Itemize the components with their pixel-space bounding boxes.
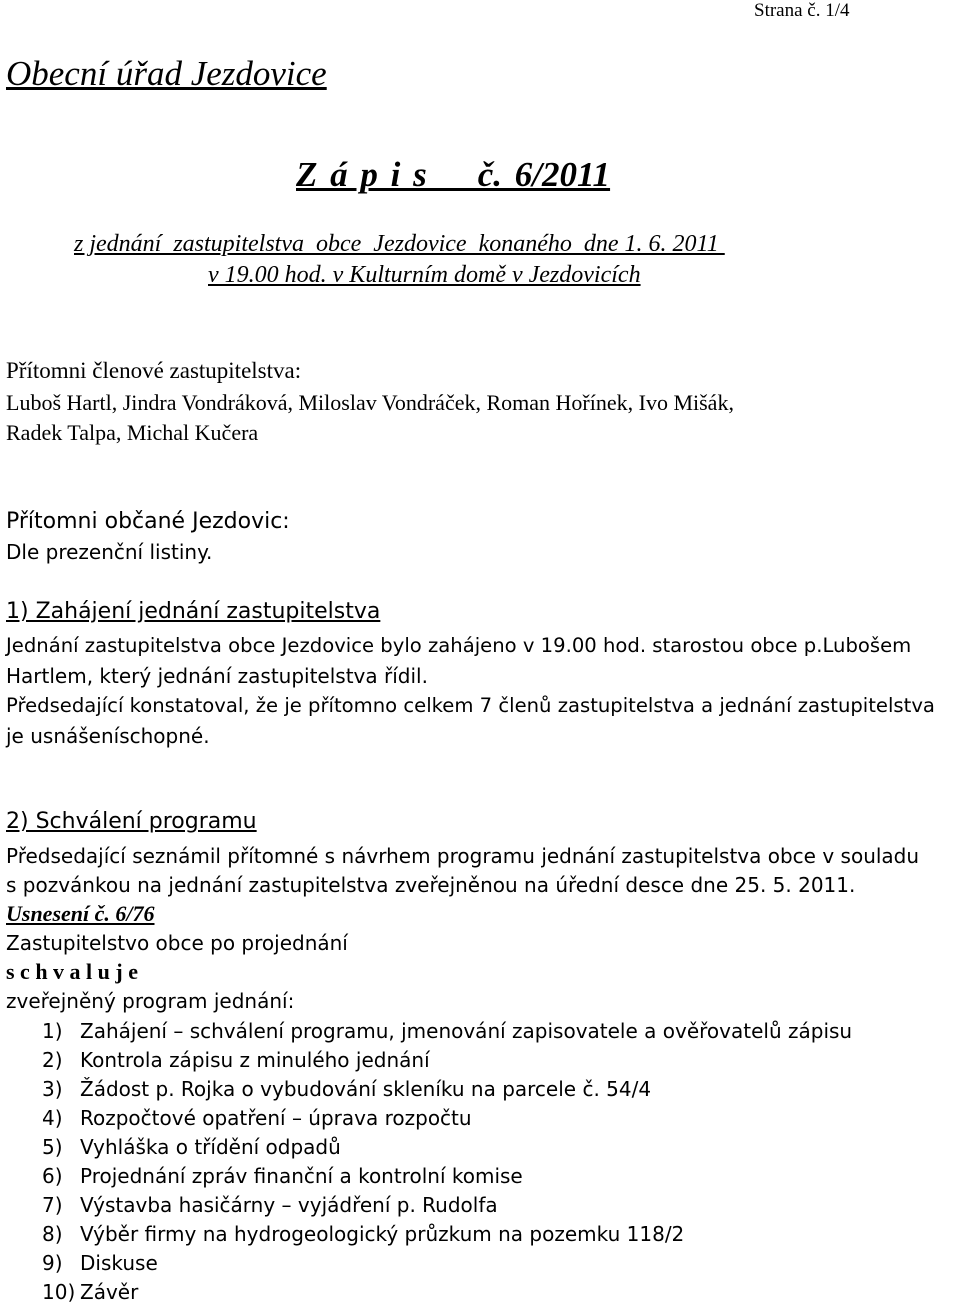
program-item-number: 4) bbox=[42, 1106, 63, 1130]
program-item-text: Vyhláška o třídění odpadů bbox=[80, 1135, 341, 1159]
program-item bbox=[0, 1191, 960, 1219]
section-1-line-3: Předsedající konstatoval, že je přítomno celkem 7 členů zastupitelstva a jednání zastupitelstva bbox=[6, 694, 935, 717]
office-title: Obecní úřad Jezdovice bbox=[6, 54, 327, 93]
program-item bbox=[0, 1133, 960, 1161]
program-item bbox=[0, 1104, 960, 1132]
section-1-line-1: Jednání zastupitelstva obce Jezdovice bylo zahájeno v 19.00 hod. starostou obce p.Lubošem bbox=[6, 634, 912, 657]
page-number: Strana č. 1/4 bbox=[754, 0, 850, 21]
program-item bbox=[0, 1249, 960, 1277]
program-item bbox=[0, 1075, 960, 1103]
program-item-number: 10) bbox=[42, 1280, 76, 1304]
program-item-number: 8) bbox=[42, 1222, 63, 1246]
subtitle-line-2: v 19.00 hod. v Kulturním domě v Jezdovicích bbox=[208, 262, 641, 288]
section-1-heading: 1) Zahájení jednání zastupitelstva bbox=[6, 599, 381, 624]
program-item-text: Projednání zpráv finanční a kontrolní komise bbox=[80, 1164, 523, 1188]
program-intro: zveřejněný program jednání: bbox=[6, 989, 295, 1013]
section-1-line-2: Hartlem, který jednání zastupitelstva řídil. bbox=[6, 664, 428, 688]
section-2-heading: 2) Schválení programu bbox=[6, 809, 257, 834]
program-item-text: Diskuse bbox=[80, 1251, 158, 1275]
program-item-text: Žádost p. Rojka o vybudování skleníku na parcele č. 54/4 bbox=[80, 1077, 652, 1101]
section-2-line-1: Předsedající seznámil přítomné s návrhem programu jednání zastupitelstva obce v souladu bbox=[6, 844, 920, 868]
council-text: Zastupitelstvo obce po projednání bbox=[6, 931, 348, 955]
program-item-text: Výběr firmy na hydrogeologický průzkum na pozemku 118/2 bbox=[80, 1222, 685, 1246]
approves-text: s c h v a l u j e bbox=[6, 959, 138, 984]
program-item-text: Výstavba hasičárny – vyjádření p. Rudolfa bbox=[80, 1193, 498, 1217]
program-item-text: Rozpočtové opatření – úprava rozpočtu bbox=[80, 1106, 472, 1130]
members-heading: Přítomni členové zastupitelstva: bbox=[6, 358, 302, 383]
program-item-text: Zahájení – schválení programu, jmenování zapisovatele a ověřovatelů zápisu bbox=[80, 1019, 853, 1043]
program-item bbox=[0, 1017, 960, 1045]
document-title: Z á p i s č. 6/2011 bbox=[296, 155, 611, 194]
program-item-number: 2) bbox=[42, 1048, 63, 1072]
program-item-text: Závěr bbox=[80, 1280, 139, 1304]
section-1-line-4: je usnášeníschopné. bbox=[6, 724, 210, 748]
program-item-number: 9) bbox=[42, 1251, 63, 1275]
program-item bbox=[0, 1162, 960, 1190]
members-line-2: Radek Talpa, Michal Kučera bbox=[6, 420, 259, 445]
section-2-line-2: s pozvánkou na jednání zastupitelstva zveřejněnou na úřední desce dne 25. 5. 2011. bbox=[6, 873, 856, 897]
program-item bbox=[0, 1278, 960, 1306]
program-item-number: 1) bbox=[42, 1019, 63, 1043]
program-item-number: 6) bbox=[42, 1164, 63, 1188]
program-item bbox=[0, 1220, 960, 1248]
citizens-heading: Přítomni občané Jezdovic: bbox=[6, 509, 290, 534]
members-line-1: Luboš Hartl, Jindra Vondráková, Miloslav Vondráček, Roman Hořínek, Ivo Mišák, bbox=[6, 390, 734, 415]
program-item-number: 3) bbox=[42, 1077, 63, 1101]
program-item bbox=[0, 1046, 960, 1074]
subtitle-line-1: z jednání zastupitelstva obce Jezdovice konaného dne 1. 6. 2011 bbox=[74, 231, 725, 257]
program-item-number: 5) bbox=[42, 1135, 63, 1159]
program-list bbox=[0, 1017, 960, 1307]
program-item-text: Kontrola zápisu z minulého jednání bbox=[80, 1048, 430, 1072]
resolution-number: Usnesení č. 6/76 bbox=[6, 901, 155, 926]
program-item-number: 7) bbox=[42, 1193, 63, 1217]
citizens-text: Dle prezenční listiny. bbox=[6, 540, 213, 564]
